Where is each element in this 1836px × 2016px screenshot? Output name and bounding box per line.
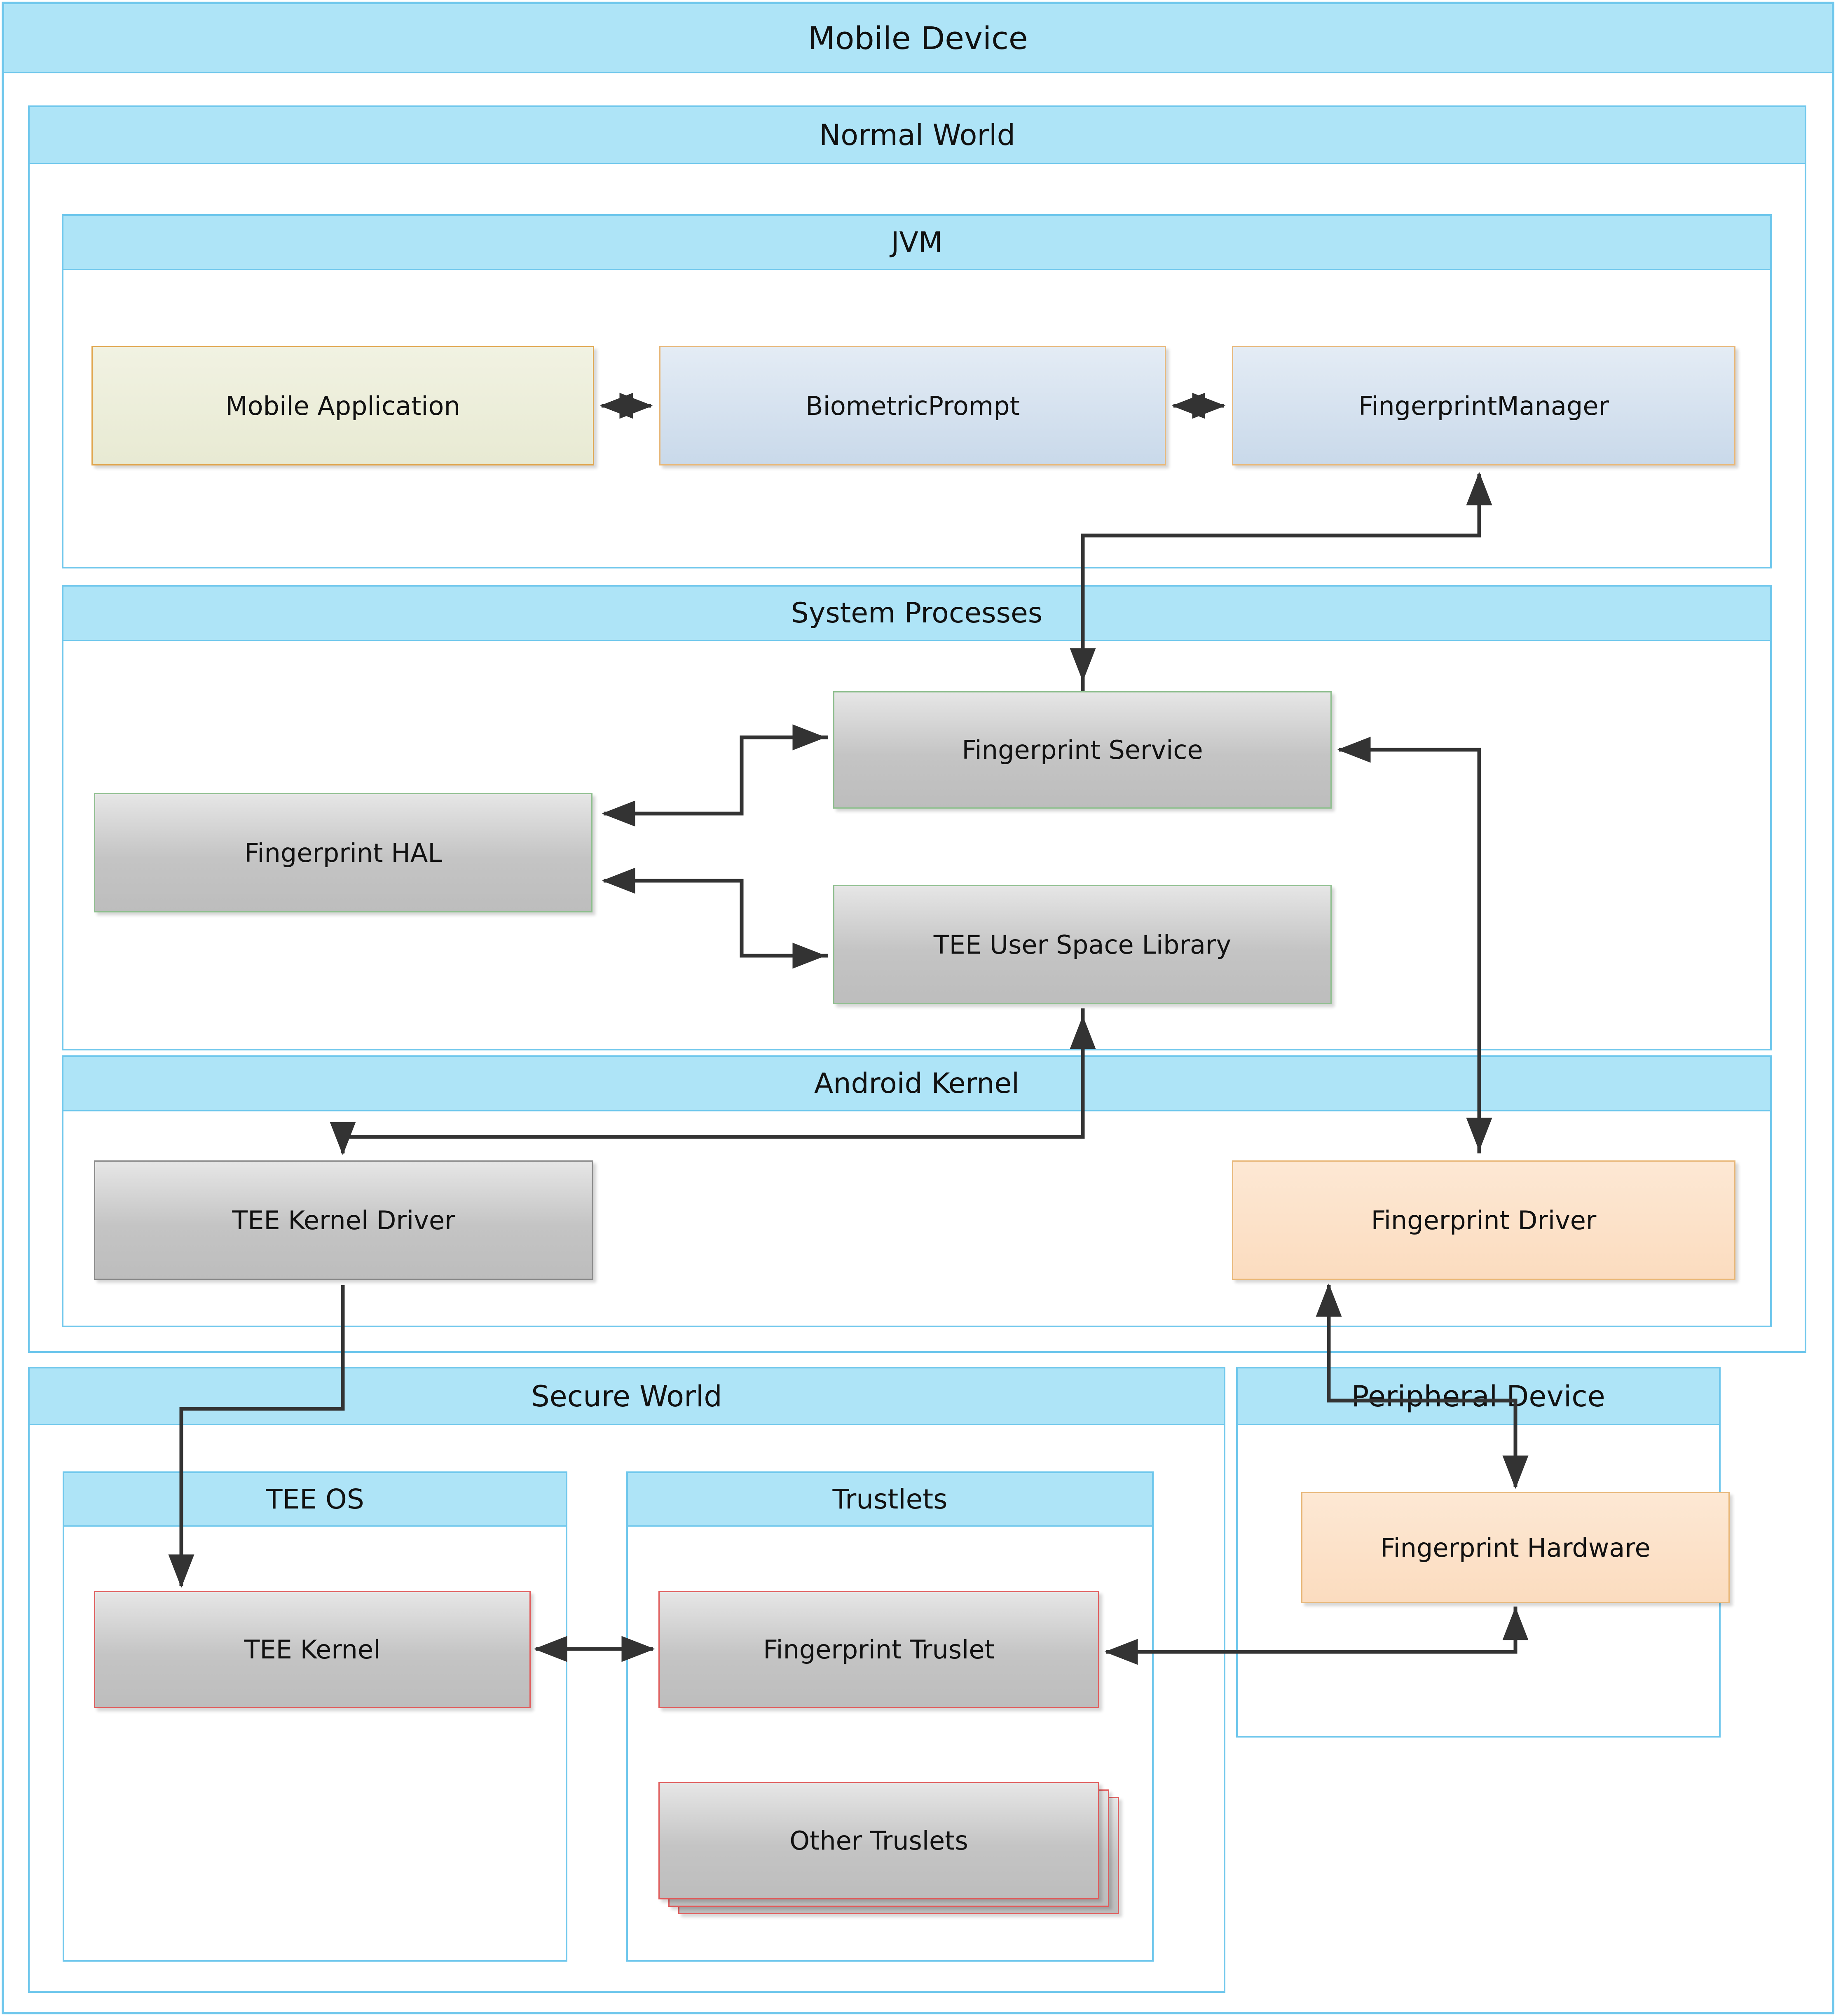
node-tee-kernel[interactable]	[94, 1591, 531, 1708]
panel-title-system-processes: System Processes	[63, 587, 1770, 641]
node-label: BiometricPrompt	[806, 391, 1020, 421]
node-other-truslets[interactable]	[658, 1782, 1099, 1899]
node-label: Mobile Application	[225, 391, 460, 421]
node-label: Fingerprint Driver	[1371, 1205, 1597, 1235]
node-label: Fingerprint Service	[962, 735, 1203, 765]
panel-tee-os	[63, 1471, 567, 1962]
node-label: Fingerprint HAL	[244, 837, 442, 868]
node-label: Fingerprint Hardware	[1380, 1532, 1651, 1563]
node-biometric-prompt[interactable]	[659, 346, 1166, 465]
node-fingerprint-service[interactable]	[833, 691, 1332, 809]
node-label: Fingerprint Truslet	[763, 1635, 995, 1665]
node-fingerprint-manager[interactable]	[1232, 346, 1735, 465]
node-label: TEE Kernel	[244, 1635, 381, 1665]
panel-title-jvm: JVM	[63, 216, 1770, 270]
panel-title-tee-os: TEE OS	[64, 1473, 566, 1527]
panel-title-normal-world: Normal World	[30, 107, 1805, 164]
node-tee-kernel-driver[interactable]	[94, 1160, 593, 1280]
node-label: TEE User Space Library	[933, 929, 1232, 960]
panel-title-mobile-device: Mobile Device	[4, 4, 1832, 73]
node-tee-user-space-library[interactable]	[833, 885, 1332, 1004]
node-fingerprint-driver[interactable]	[1232, 1160, 1735, 1280]
panel-title-peripheral-device: Peripheral Device	[1238, 1368, 1719, 1425]
panel-title-trustlets: Trustlets	[628, 1473, 1152, 1527]
node-label: TEE Kernel Driver	[232, 1205, 455, 1235]
node-label: FingerprintManager	[1358, 391, 1609, 421]
node-fingerprint-hal[interactable]	[94, 793, 592, 912]
node-fingerprint-hardware[interactable]	[1301, 1492, 1730, 1603]
node-label: Other Truslets	[789, 1826, 968, 1856]
node-fingerprint-truslet[interactable]	[658, 1591, 1099, 1708]
node-mobile-application[interactable]	[91, 346, 594, 465]
panel-title-secure-world: Secure World	[30, 1368, 1224, 1425]
panel-title-android-kernel: Android Kernel	[63, 1057, 1770, 1111]
